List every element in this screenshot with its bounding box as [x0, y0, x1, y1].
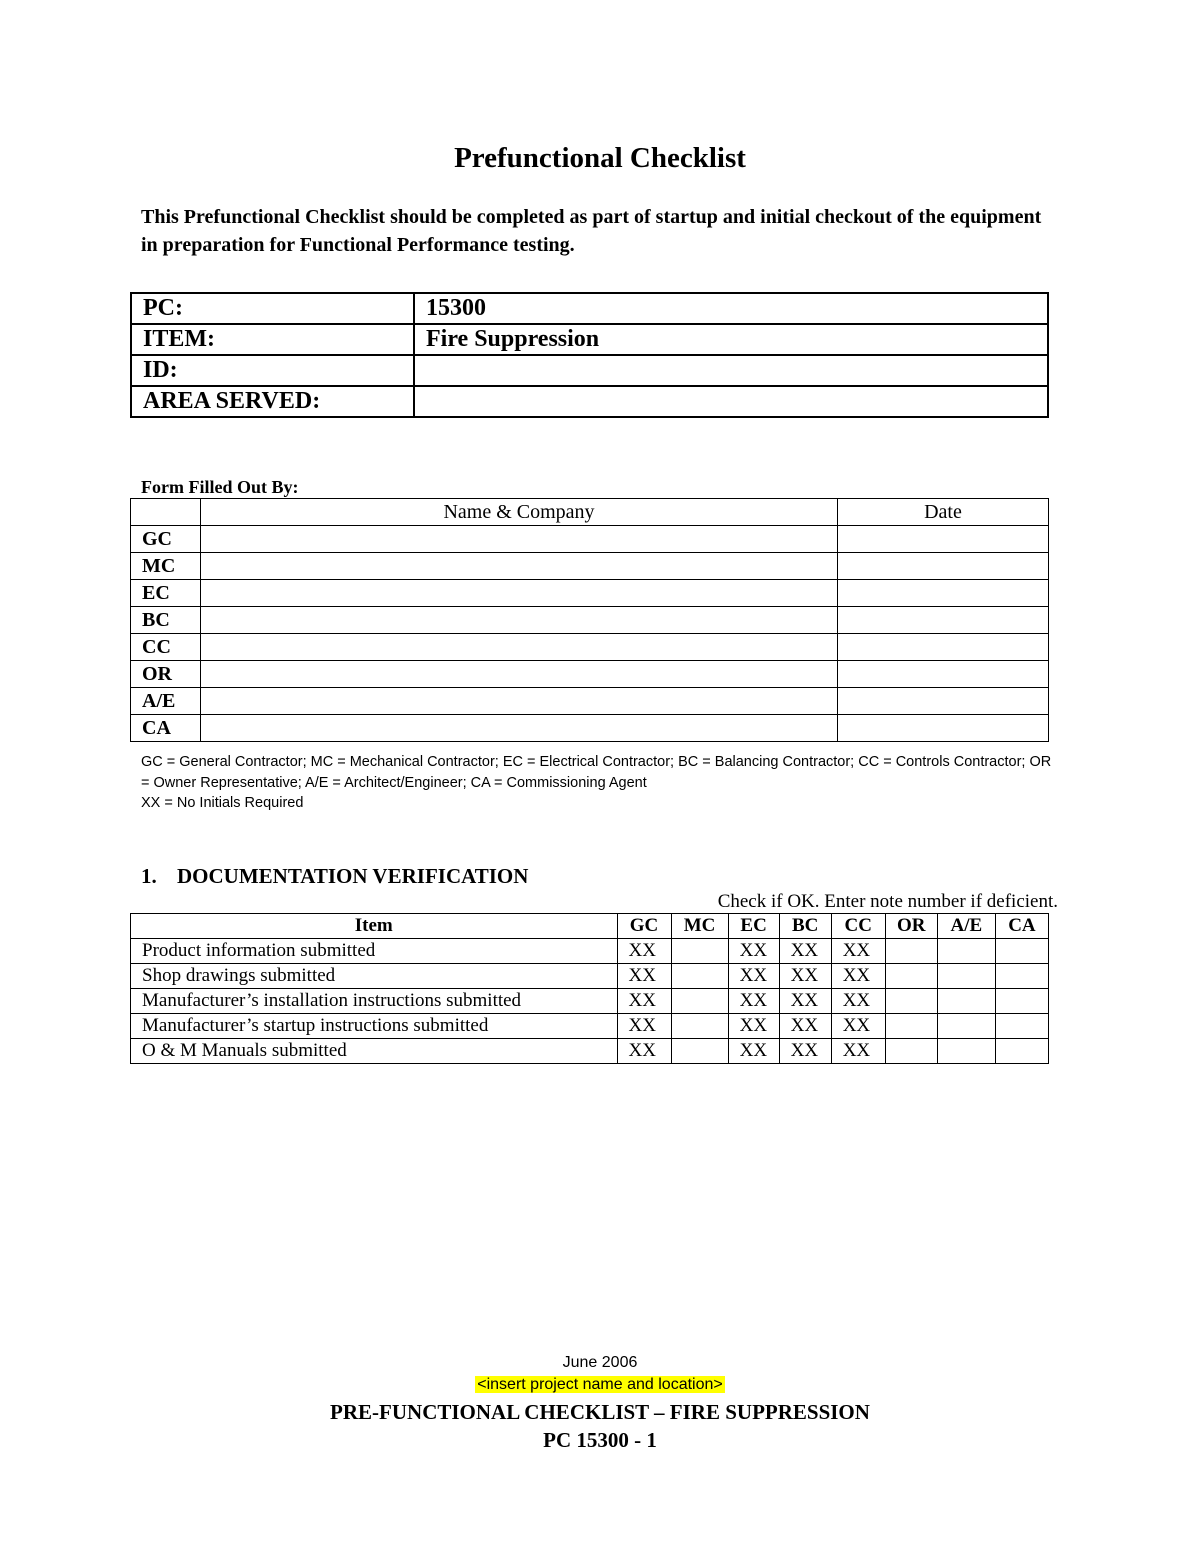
section-heading: [141, 864, 528, 889]
footer-date: June 2006: [562, 1354, 638, 1371]
date-cell[interactable]: [838, 715, 1049, 742]
check-cell[interactable]: XX: [831, 989, 885, 1014]
check-cell[interactable]: [937, 1039, 995, 1064]
check-cell[interactable]: XX: [779, 964, 831, 989]
form-row: [131, 607, 1049, 634]
check-cell[interactable]: [671, 964, 728, 989]
name-company-cell[interactable]: [201, 688, 838, 715]
column-header-or: OR: [885, 914, 937, 939]
info-label: ID:: [131, 355, 414, 386]
check-cell[interactable]: [671, 939, 728, 964]
check-cell[interactable]: [995, 1039, 1048, 1064]
date-cell[interactable]: [838, 580, 1049, 607]
section-title: DOCUMENTATION VERIFICATION: [177, 864, 529, 888]
form-filled-by-table: [130, 498, 1049, 742]
form-row: [131, 688, 1049, 715]
table-row: [131, 989, 1049, 1014]
check-cell[interactable]: [885, 1039, 937, 1064]
table-row: [131, 939, 1049, 964]
date-cell[interactable]: [838, 634, 1049, 661]
info-row-area-served: [131, 386, 1048, 417]
project-placeholder: <insert project name and location>: [477, 1376, 723, 1393]
check-cell[interactable]: XX: [617, 964, 671, 989]
column-header-bc: BC: [779, 914, 831, 939]
form-row: [131, 715, 1049, 742]
documentation-verification-table: [130, 913, 1049, 1064]
check-cell[interactable]: XX: [728, 939, 779, 964]
intro-text: This Prefunctional Checklist should be completed as part of startup and initial checkout of the equipment in preparation for Functional Performance testing.: [141, 206, 1042, 256]
check-cell[interactable]: XX: [617, 1014, 671, 1039]
legend-abbreviations: GC = General Contractor; MC = Mechanical Contractor; EC = Electrical Contractor; BC = Balancing Contractor; CC = Controls Contractor; OR = Owner Representative; A/E = Architect/Engineer; CA = Commissioning Agent: [141, 754, 1052, 791]
info-label: AREA SERVED:: [131, 386, 414, 417]
check-cell[interactable]: XX: [728, 1014, 779, 1039]
name-company-header: Name & Company: [201, 499, 838, 526]
date-cell[interactable]: [838, 688, 1049, 715]
column-header-cc: CC: [831, 914, 885, 939]
column-header-item: Item: [131, 914, 618, 939]
check-cell[interactable]: XX: [779, 1039, 831, 1064]
name-company-cell[interactable]: [201, 607, 838, 634]
item-cell: Manufacturer’s startup instructions submitted: [131, 1014, 618, 1039]
check-cell[interactable]: XX: [779, 989, 831, 1014]
form-header-blank: [131, 499, 201, 526]
info-row-pc: [131, 293, 1048, 324]
info-value[interactable]: [414, 355, 1048, 386]
column-header-gc: GC: [617, 914, 671, 939]
check-cell[interactable]: XX: [831, 964, 885, 989]
info-row-item: [131, 324, 1048, 355]
section-number: 1.: [141, 864, 157, 888]
form-filled-by-label: Form Filled Out By:: [141, 477, 299, 497]
check-cell[interactable]: [885, 964, 937, 989]
date-header: Date: [838, 499, 1049, 526]
role-label: MC: [131, 553, 201, 580]
check-cell[interactable]: XX: [617, 1039, 671, 1064]
check-cell[interactable]: [995, 989, 1048, 1014]
abbreviation-legend: [141, 752, 1061, 814]
role-label: A/E: [131, 688, 201, 715]
check-cell[interactable]: [885, 989, 937, 1014]
footer-page-number: PC 15300 - 1: [543, 1428, 657, 1452]
form-row: [131, 526, 1049, 553]
check-cell[interactable]: XX: [728, 1039, 779, 1064]
table-header-row: [131, 914, 1049, 939]
item-cell: O & M Manuals submitted: [131, 1039, 618, 1064]
check-cell[interactable]: XX: [617, 939, 671, 964]
name-company-cell[interactable]: [201, 634, 838, 661]
role-label: CC: [131, 634, 201, 661]
column-header-ec: EC: [728, 914, 779, 939]
date-cell[interactable]: [838, 553, 1049, 580]
info-row-id: [131, 355, 1048, 386]
name-company-cell[interactable]: [201, 526, 838, 553]
info-value[interactable]: 15300: [414, 293, 1048, 324]
check-cell[interactable]: [937, 939, 995, 964]
item-cell: Manufacturer’s installation instructions submitted: [131, 989, 618, 1014]
footer-document-title: PRE-FUNCTIONAL CHECKLIST – FIRE SUPPRESSION: [330, 1400, 870, 1424]
role-label: GC: [131, 526, 201, 553]
name-company-cell[interactable]: [201, 661, 838, 688]
check-cell[interactable]: [671, 1039, 728, 1064]
role-label: CA: [131, 715, 201, 742]
table-row: [131, 1039, 1049, 1064]
form-header-row: [131, 499, 1049, 526]
date-cell[interactable]: [838, 607, 1049, 634]
check-cell[interactable]: XX: [831, 1039, 885, 1064]
column-header-ae: A/E: [937, 914, 995, 939]
table-row: [131, 964, 1049, 989]
check-cell[interactable]: [937, 1014, 995, 1039]
form-row: [131, 580, 1049, 607]
check-cell[interactable]: XX: [617, 989, 671, 1014]
footer-project: [0, 1376, 1200, 1394]
name-company-cell[interactable]: [201, 553, 838, 580]
check-cell[interactable]: [671, 1014, 728, 1039]
legend-xx-note: XX = No Initials Required: [141, 795, 304, 811]
role-label: OR: [131, 661, 201, 688]
check-cell[interactable]: XX: [779, 1014, 831, 1039]
item-cell: Shop drawings submitted: [131, 964, 618, 989]
check-cell[interactable]: [995, 939, 1048, 964]
form-row: [131, 661, 1049, 688]
date-cell[interactable]: [838, 661, 1049, 688]
date-cell[interactable]: [838, 526, 1049, 553]
name-company-cell[interactable]: [201, 715, 838, 742]
check-cell[interactable]: [885, 1014, 937, 1039]
info-label: PC:: [131, 293, 414, 324]
info-value[interactable]: Fire Suppression: [414, 324, 1048, 355]
check-cell[interactable]: XX: [728, 989, 779, 1014]
check-cell[interactable]: [995, 1014, 1048, 1039]
check-cell[interactable]: [937, 989, 995, 1014]
page-title: Prefunctional Checklist: [454, 142, 746, 174]
check-cell[interactable]: XX: [831, 939, 885, 964]
info-table: [130, 292, 1049, 418]
item-cell: Product information submitted: [131, 939, 618, 964]
column-header-ca: CA: [995, 914, 1048, 939]
check-cell[interactable]: XX: [779, 939, 831, 964]
check-cell[interactable]: [995, 964, 1048, 989]
check-cell[interactable]: XX: [728, 964, 779, 989]
role-label: BC: [131, 607, 201, 634]
check-cell[interactable]: [671, 989, 728, 1014]
info-label: ITEM:: [131, 324, 414, 355]
check-cell[interactable]: [885, 939, 937, 964]
form-row: [131, 634, 1049, 661]
name-company-cell[interactable]: [201, 580, 838, 607]
role-label: EC: [131, 580, 201, 607]
check-cell[interactable]: XX: [831, 1014, 885, 1039]
info-value[interactable]: [414, 386, 1048, 417]
form-row: [131, 553, 1049, 580]
check-instruction: Check if OK. Enter note number if deficient.: [717, 891, 1058, 912]
table-row: [131, 1014, 1049, 1039]
check-cell[interactable]: [937, 964, 995, 989]
column-header-mc: MC: [671, 914, 728, 939]
